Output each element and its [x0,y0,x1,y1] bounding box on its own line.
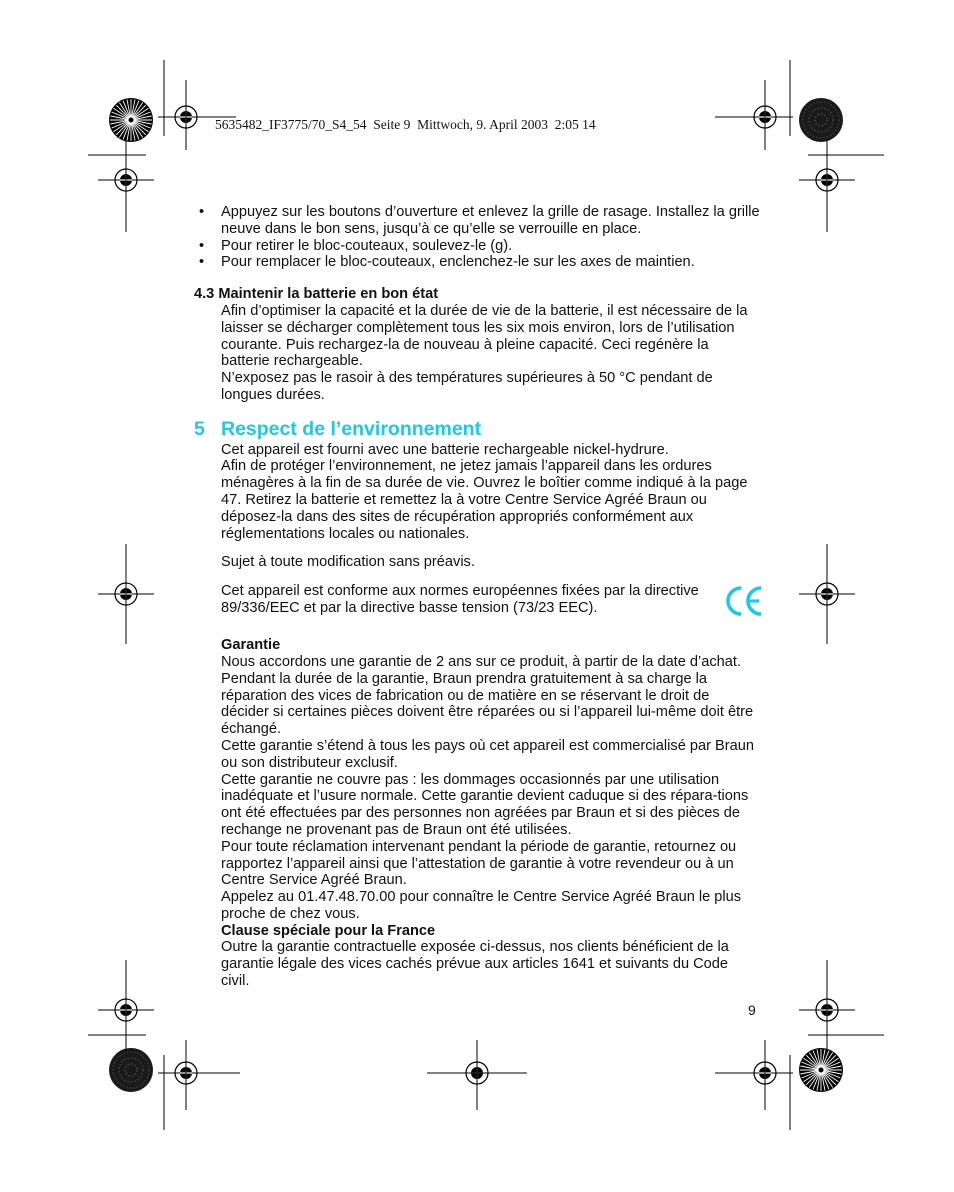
page-number: 9 [748,1002,756,1018]
instruction-list [194,204,760,271]
environment-section [194,442,760,990]
print-slug: 5635482_IF3775/70_S4_54 Seite 9 Mittwoch, 9. April 2003 2:05 14 [215,117,596,132]
warranty-paragraph: Appelez au 01.47.48.70.00 pour connaître le Centre Service Agréé Braun le plus proche de chez vous. [221,889,742,922]
list-item: • Pour remplacer le bloc-couteaux, enclenchez-le sur les axes de maintien. [194,254,760,271]
warranty-paragraph: Pendant la durée de la garantie, Braun prendra gratuitement à sa charge la réparation des vices de fabrication ou de matière en se réservant le droit de décider si certaines pièces doivent être réparées ou si l’appareil lui-même doit être échangé. [221,670,754,738]
page-content [194,204,760,990]
conformity-row [221,583,760,619]
environment-paragraph: Afin de protéger l’environnement, ne jetez jamais l’appareil dans les ordures ménagères à la fin de sa durée de vie. Ouvrez le boîtier comme indiqué à la page 47. Retirez la batterie et remettez la à votre Centre Service Agréé Braun ou déposez-la dans des sites de récupération appropriés conformément aux réglementations locales ou nationales. [221,458,748,542]
warranty-paragraph: Pour toute réclamation intervenant pendant la période de garantie, retournez ou rapportez l’appareil ainsi que l’attestation de garantie à votre revendeur ou à un Centre Service Agréé Braun. [221,838,737,889]
section-title: Respect de l’environnement [221,417,482,440]
list-item: • Pour retirer le bloc-couteaux, soulevez-le (g). [194,238,760,255]
change-notice: Sujet à toute modification sans préavis. [221,554,475,571]
warranty-heading: Garantie [221,637,281,654]
warranty-paragraph: Cette garantie ne couvre pas : les dommages occasionnés par une utilisation inadéquate et l’usure normale. Cette garantie devient caduque si des répara-tions ont été effectuées par des personnes non agréées par Braun et si des pièces de rechange ne provenant pas de Braun ont été utilisées. [221,771,749,838]
section-heading [194,417,760,440]
battery-section [194,303,760,404]
warranty-paragraph: Nous accordons une garantie de 2 ans sur ce produit, à partir de la date d’achat. [221,653,742,670]
battery-paragraph: Afin d’optimiser la capacité et la durée de vie de la batterie, il est nécessaire de la laisser se décharger complètement tous les six mois environ, lors de l’utilisation courante. Puis rechargez-la de nouveau à pleine capacité. Ceci regénère la batterie rechargeable. [221,302,748,370]
battery-paragraph: N’exposez pas le rasoir à des températures supérieures à 50 °C pendant de longues durées. [221,370,713,403]
conformity-text: Cet appareil est conforme aux normes européennes fixées par la directive 89/336/EEC et par la directive basse tension (73/23 EEC). [221,583,699,616]
france-clause-text: Outre la garantie contractuelle exposée ci-dessus, nos clients bénéficient de la garantie légale des vices cachés prévue aux articles 1641 et suivants du Code civil. [221,939,729,990]
ce-mark-icon [724,583,764,619]
france-clause-heading: Clause spéciale pour la France [221,922,436,939]
environment-paragraph: Cet appareil est fourni avec une batterie rechargeable nickel-hydrure. [221,441,669,458]
section-number: 5 [194,417,205,440]
warranty-paragraph: Cette garantie s’étend à tous les pays où cet appareil est commercialisé par Braun ou son distributeur exclusif. [221,737,754,771]
battery-heading: 4.3 Maintenir la batterie en bon état [194,286,439,303]
list-item: • Appuyez sur les boutons d’ouverture et enlevez la grille de rasage. Installez la grille neuve dans le bon sens, jusqu’à ce qu’elle se verrouille en place. [194,204,760,238]
